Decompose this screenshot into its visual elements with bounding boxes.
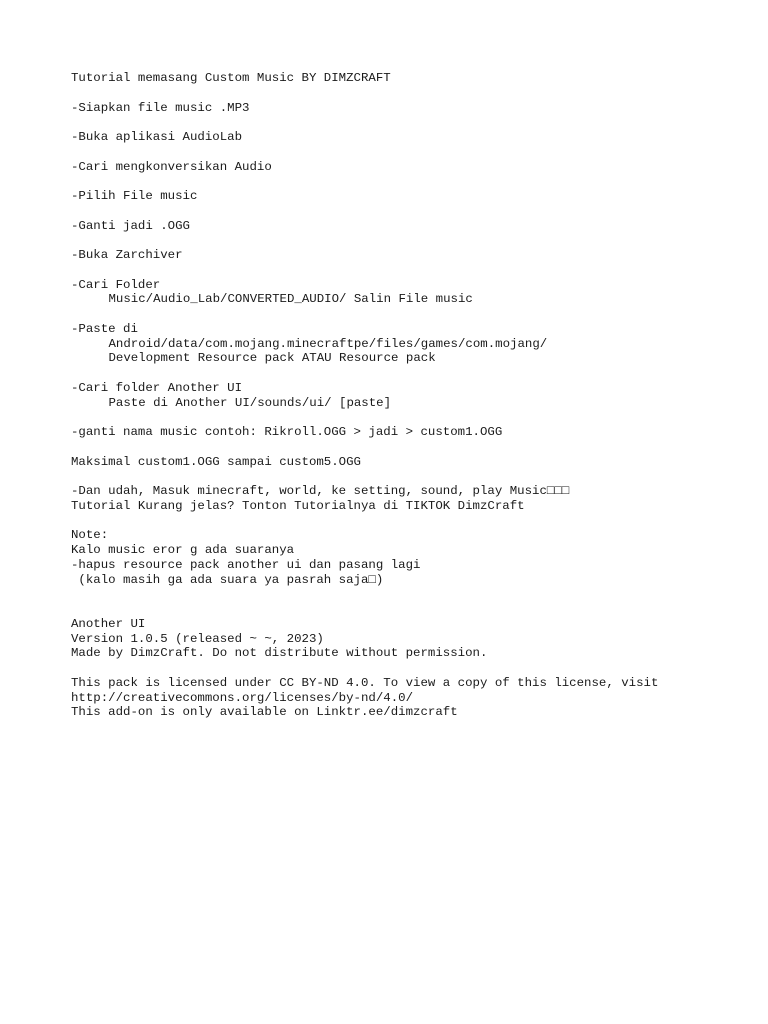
- spacer: [71, 263, 761, 278]
- note-line: (kalo masih ga ada suara ya pasrah saja□): [71, 572, 384, 587]
- note-heading: Note:: [71, 528, 109, 543]
- about-name: Another UI: [71, 616, 146, 631]
- step-prepare-mp3: -Siapkan file music .MP3: [71, 100, 250, 115]
- spacer: [71, 602, 761, 617]
- step-another-ui-detail: Paste di Another UI/sounds/ui/ [paste]: [108, 395, 392, 410]
- license-url: http://creativecommons.org/licenses/by-nd/4.0/: [71, 690, 414, 705]
- license-text: This pack is licensed under CC BY-ND 4.0. To view a copy of this license, visit: [71, 675, 659, 690]
- spacer: [71, 174, 761, 189]
- max-custom-line: Maksimal custom1.OGG sampai custom5.OGG: [71, 454, 361, 469]
- note-line: -hapus resource pack another ui dan pasang lagi: [71, 557, 421, 572]
- spacer: [71, 469, 761, 484]
- spacer: [71, 514, 761, 529]
- note-line: Kalo music eror g ada suaranya: [71, 543, 295, 557]
- spacer: [71, 661, 761, 676]
- step-paste-target: Development Resource pack ATAU Resource pack: [108, 351, 436, 366]
- spacer: [71, 115, 761, 130]
- step-another-ui: -Cari folder Another UI: [71, 380, 243, 395]
- spacer: [71, 233, 761, 248]
- step-open-zarchiver: -Buka Zarchiver: [71, 248, 183, 262]
- spacer: [71, 86, 761, 101]
- step-open-audiolab: -Buka aplikasi AudioLab: [71, 130, 243, 144]
- step-paste: -Paste di: [71, 321, 138, 336]
- spacer: [71, 440, 761, 455]
- spacer: [71, 587, 761, 602]
- about-credit: Made by DimzCraft. Do not distribute without permission.: [71, 646, 488, 661]
- about-version: Version 1.0.5 (released ~ ~, 2023): [71, 631, 324, 646]
- step-find-folder-detail: Music/Audio_Lab/CONVERTED_AUDIO/ Salin File music: [108, 292, 473, 307]
- document-title: Tutorial memasang Custom Music BY DIMZCRAFT: [71, 71, 391, 85]
- tiktok-line: Tutorial Kurang jelas? Tonton Tutorialnya di TIKTOK DimzCraft: [71, 498, 525, 513]
- step-convert-ogg: -Ganti jadi .OGG: [71, 218, 190, 233]
- step-paste-path: Android/data/com.mojang.minecraftpe/files/games/com.mojang/: [108, 336, 548, 351]
- finish-line: -Dan udah, Masuk minecraft, world, ke setting, sound, play Music□□□: [71, 484, 570, 498]
- spacer: [71, 366, 761, 381]
- spacer: [71, 145, 761, 160]
- spacer: [71, 204, 761, 219]
- document-page: [71, 71, 761, 720]
- availability-line: This add-on is only available on Linktr.ee/dimzcraft: [71, 705, 458, 720]
- step-choose-file: -Pilih File music: [71, 189, 198, 203]
- step-rename: -ganti nama music contoh: Rikroll.OGG > jadi > custom1.OGG: [71, 425, 503, 439]
- spacer: [71, 410, 761, 425]
- step-find-folder: -Cari Folder: [71, 277, 161, 292]
- spacer: [71, 307, 761, 322]
- step-find-convert: -Cari mengkonversikan Audio: [71, 159, 272, 174]
